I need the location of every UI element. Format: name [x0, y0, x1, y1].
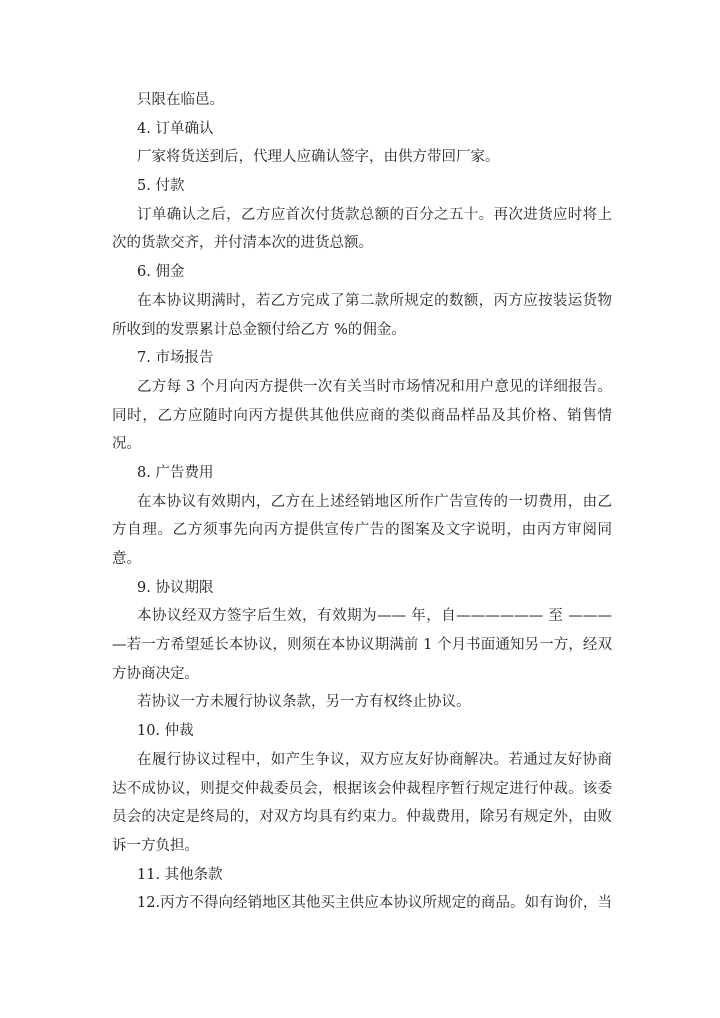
text-line: 次的货款交齐，并付清本次的进货总额。: [112, 235, 373, 252]
text-line: 本协议经双方签字后生效，有效期为—— 年，自—————— 至 ———: [137, 608, 612, 625]
text-line: 12.丙方不得向经销地区其他买主供应本协议所规定的商品。如有询价，当: [137, 895, 612, 912]
text-line: 4. 订单确认: [137, 120, 214, 137]
text-line: 订单确认之后，乙方应首次付货款总额的百分之五十。再次进货应时将上: [137, 206, 612, 223]
text-line: 若协议一方未履行协议条款，另一方有权终止协议。: [137, 694, 471, 711]
text-line: 5. 付款: [137, 178, 185, 195]
text-line: 厂家将货送到后，代理人应确认签字，由供方带回厂家。: [137, 149, 500, 166]
text-line: 意。: [112, 551, 141, 567]
text-line: 达不成协议，则提交仲裁委员会，根据该会仲裁程序暂行规定进行仲裁。该委: [112, 780, 612, 797]
text-line: 7. 市场报告: [137, 350, 214, 367]
text-line: 6. 佣金: [137, 264, 185, 281]
text-line: 所收到的发票累计总金额付给乙方 %的佣金。: [112, 321, 406, 338]
text-line: 方协商决定。: [112, 665, 199, 682]
text-line: 8. 广告费用: [137, 464, 214, 481]
text-line: 方自理。乙方须事先向丙方提供宣传广告的图案及文字说明，由丙方审阅同: [112, 522, 612, 539]
text-line: 在本协议有效期内，乙方在上述经销地区所作广告宣传的一切费用，由乙: [137, 493, 612, 510]
text-line: 同时，乙方应随时向丙方提供其他供应商的类似商品样品及其价格、销售情: [112, 407, 612, 424]
text-line: 只限在临邑。: [137, 92, 224, 108]
text-line: 员会的决定是终局的，对双方均具有约束力。仲裁费用，除另有规定外，由败: [112, 809, 612, 826]
text-line: 10. 仲裁: [137, 723, 194, 740]
text-line: 11. 其他条款: [137, 866, 223, 883]
text-line: 9. 协议期限: [137, 579, 214, 596]
text-line: —若一方希望延长本协议，则须在本协议期满前 1 个月书面通知另一方，经双: [112, 637, 612, 654]
text-line: 在本协议期满时，若乙方完成了第二款所规定的数额，丙方应按装运货物: [137, 292, 612, 309]
text-line: 况。: [112, 436, 141, 453]
document-body: [112, 86, 612, 918]
text-line: 乙方每 3 个月向丙方提供一次有关当时市场情况和用户意见的详细报告。: [137, 378, 612, 395]
text-line: 在履行协议过程中，如产生争议，双方应友好协商解决。若通过友好协商: [137, 751, 612, 768]
text-line: 诉一方负担。: [112, 837, 199, 854]
